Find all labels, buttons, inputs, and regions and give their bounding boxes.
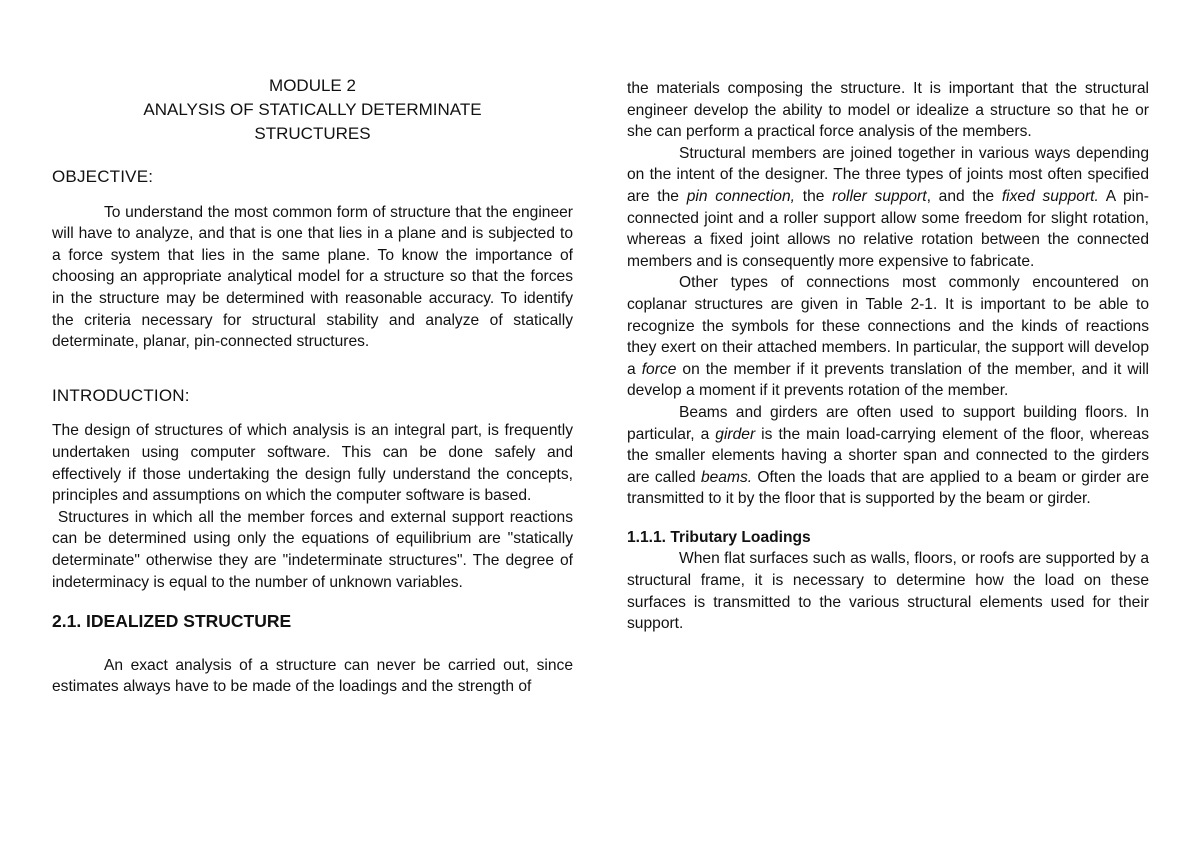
connections-text-b: on the member if it prevents translation of the member, and it will develop a moment if it prevents rotation of the member.	[627, 360, 1149, 400]
pin-connection-term: pin connection,	[686, 187, 795, 205]
introduction-paragraph-2: Structures in which all the member forces and external support reactions can be determined using only the equations of equilibrium are "statically determinate" otherwise they are "indeterminate structures". The degree of indeterminacy is equal to the number of unknown variables.	[52, 508, 578, 591]
joints-text-b: the	[795, 187, 833, 205]
title-line-2: ANALYSIS OF STATICALLY DETERMINATE	[143, 100, 482, 119]
joints-text-c: , and the	[926, 187, 1002, 205]
joints-text-d: A pin-connected joint and a roller support allow some freedom for slight rotation, whereas a fixed joint allows no relative rotation between the connected members and is consequently more expensive to fabricate.	[627, 187, 1149, 270]
section-heading-idealized-structure: 2.1. IDEALIZED STRUCTURE	[52, 611, 292, 632]
tributary-loadings-heading: 1.1.1. Tributary Loadings	[627, 528, 811, 546]
introduction-paragraph-1: The design of structures of which analysis is an integral part, is frequently undertaken using computer software. This can be done safely and effectively if those undertaking the design fully understand the concepts, principles and assumptions on which the computer software is based.	[52, 422, 573, 505]
objective-heading: OBJECTIVE:	[52, 167, 154, 186]
joints-text-a: Structural members are joined together in various ways depending on the intent of the designer. The three types of joints most often specified are the	[627, 144, 1149, 205]
right-column	[627, 78, 1149, 635]
left-column	[52, 74, 578, 698]
title-line-3: STRUCTURES	[254, 124, 371, 143]
force-term: force	[641, 360, 677, 378]
title-line-1: MODULE 2	[269, 76, 356, 95]
idealized-structure-paragraph: An exact analysis of a structure can never be carried out, since estimates always have to be made of the loadings and the strength of	[52, 656, 573, 696]
beams-text-b: is the main load-carrying element of the floor, whereas the smaller elements having a shorter span and connected to the girders are called	[627, 425, 1149, 486]
beams-term: beams.	[700, 468, 753, 486]
introduction-heading: INTRODUCTION:	[52, 385, 190, 405]
tributary-loadings-paragraph: When flat surfaces such as walls, floors, or roofs are supported by a structural frame, it is necessary to determine how the load on these surfaces is transmitted to the various structural elements used for their support.	[627, 550, 1149, 633]
module-title	[52, 74, 573, 146]
beams-girders-paragraph	[627, 402, 1149, 510]
girder-term: girder	[715, 425, 756, 443]
connections-paragraph	[627, 272, 1149, 402]
beams-text-c: Often the loads that are applied to a beam or girder are transmitted to it by the floor that is supported by the beam or girder.	[627, 468, 1149, 508]
roller-support-term: roller support	[832, 187, 927, 205]
connections-text-a: Other types of connections most commonly encountered on coplanar structures are given in Table 2-1. It is important to be able to recognize the symbols for these connections and the kinds of reactions they exert on their attached members. In particular, the support will develop a	[627, 274, 1149, 378]
right-paragraph-1: the materials composing the structure. It is important that the structural engineer develop the ability to model or idealize a structure so that he or she can perform a practical force analysis of the members.	[627, 80, 1149, 141]
fixed-support-term: fixed support.	[1001, 187, 1099, 205]
objective-paragraph: To understand the most common form of structure that the engineer will have to analyze, and that is one that lies in a plane and is subjected to a force system that lies in the same plane. To know the importance of choosing an appropriate analytical model for a structure so that the forces in the structure may be determined with reasonable accuracy. To identify the criteria necessary for structural stability and analyze of statically determinate, planar, pin-connected structures.	[52, 203, 573, 351]
beams-text-a: Beams and girders are often used to support building floors. In particular, a	[627, 403, 1149, 443]
joints-paragraph	[627, 143, 1149, 273]
